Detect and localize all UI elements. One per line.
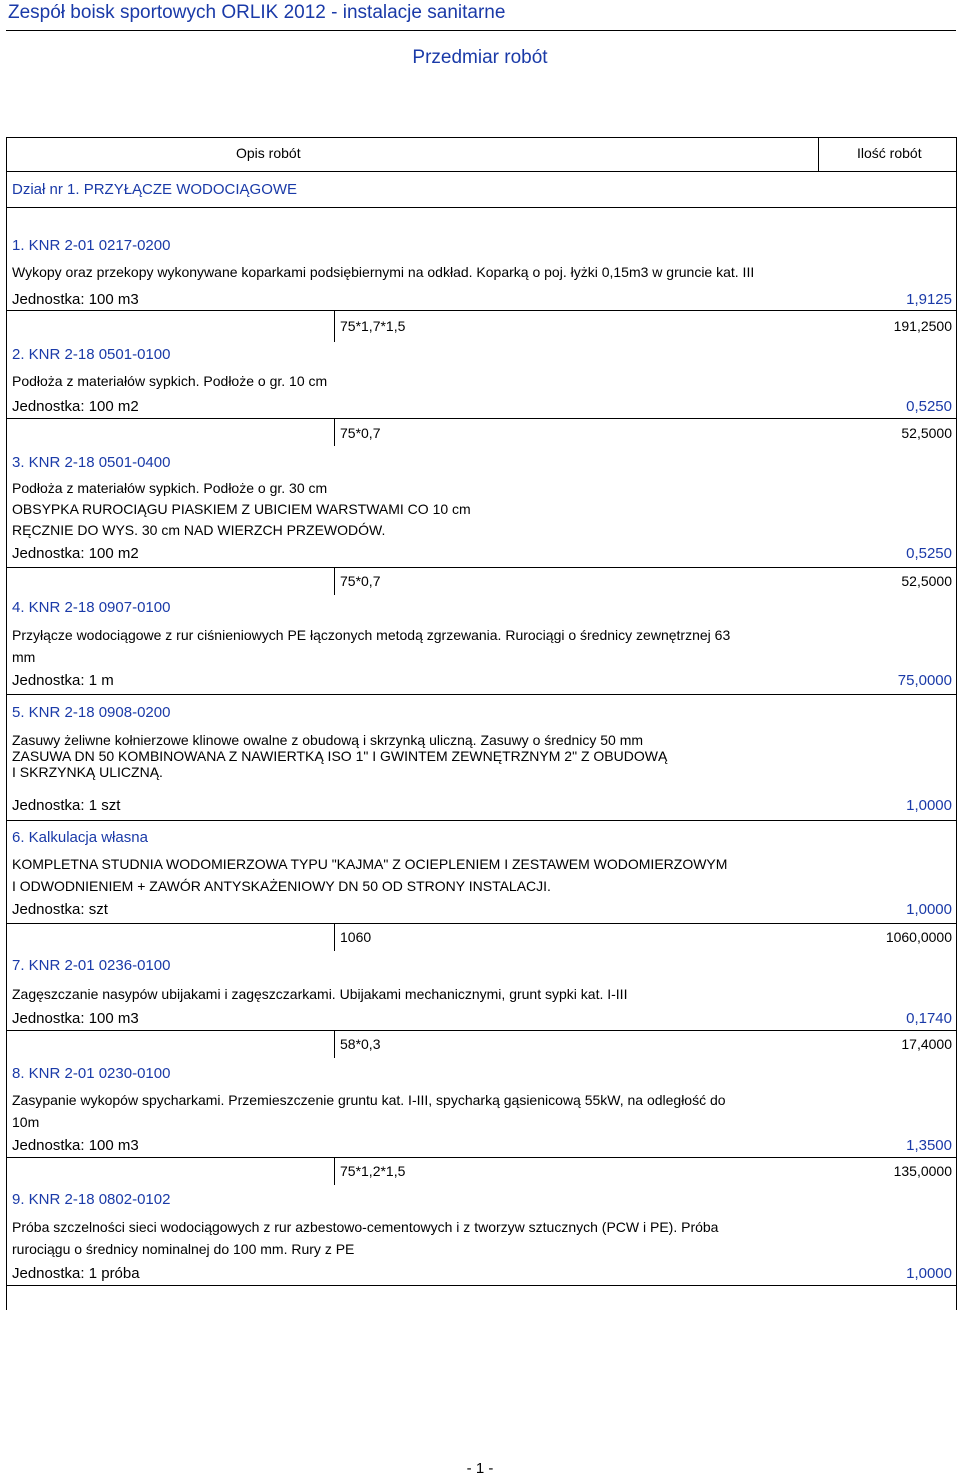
item-unit-total: 1,0000 bbox=[906, 901, 952, 918]
item-code: 8. KNR 2-01 0230-0100 bbox=[12, 1065, 171, 1082]
formula-top-rule bbox=[6, 310, 956, 311]
item-unit-total: 1,9125 bbox=[906, 291, 952, 308]
formula-expression: 75*0,7 bbox=[340, 573, 381, 589]
item-code: 1. KNR 2-01 0217-0200 bbox=[12, 237, 171, 254]
item-unit-total: 75,0000 bbox=[897, 672, 952, 689]
column-header-quantity: Ilość robót bbox=[857, 145, 922, 161]
item-unit-total: 0,1740 bbox=[906, 1010, 952, 1027]
formula-result: 52,5000 bbox=[901, 573, 952, 589]
item-unit: Jednostka: 1 m bbox=[12, 672, 114, 689]
item-description: Podłoża z materiałów sypkich. Podłoże o gr. 30 cm bbox=[12, 480, 328, 496]
item-unit-total: 1,0000 bbox=[906, 1265, 952, 1282]
item-code: 5. KNR 2-18 0908-0200 bbox=[12, 704, 171, 721]
formula-expression: 75*1,7*1,5 bbox=[340, 318, 406, 334]
formula-divider bbox=[334, 923, 335, 951]
item-code: 2. KNR 2-18 0501-0100 bbox=[12, 346, 171, 363]
formula-top-rule bbox=[6, 1030, 956, 1031]
item-unit: Jednostka: 100 m3 bbox=[12, 1137, 139, 1154]
item-description: I ODWODNIENIEM + ZAWÓR ANTYSKAŻENIOWY DN 50 OD STRONY INSTALACJI. bbox=[12, 878, 551, 894]
item-description: I SKRZYNKĄ ULICZNĄ. bbox=[12, 764, 163, 780]
formula-result: 17,4000 bbox=[901, 1036, 952, 1052]
item-unit: Jednostka: 1 próba bbox=[12, 1265, 140, 1282]
item-unit: Jednostka: 1 szt bbox=[12, 797, 121, 814]
item-description: Zasuwy żeliwne kołnierzowe klinowe owalne z obudową i skrzynką uliczną. Zasuwy o średnicy 50 mm bbox=[12, 732, 644, 748]
item-description: RĘCZNIE DO WYS. 30 cm NAD WIERZCH PRZEWODÓW. bbox=[12, 522, 386, 538]
item-description: Podłoża z materiałów sypkich. Podłoże o gr. 10 cm bbox=[12, 373, 328, 389]
item-unit: Jednostka: 100 m2 bbox=[12, 398, 139, 415]
formula-divider bbox=[334, 1030, 335, 1058]
item-unit: Jednostka: 100 m2 bbox=[12, 545, 139, 562]
formula-expression: 75*1,2*1,5 bbox=[340, 1163, 406, 1179]
item-code: 4. KNR 2-18 0907-0100 bbox=[12, 599, 171, 616]
page-title: Przedmiar robót bbox=[412, 47, 548, 68]
item-description: rurociągu o średnicy nominalnej do 100 mm. Rury z PE bbox=[12, 1241, 355, 1257]
document-header-title: Zespół boisk sportowych ORLIK 2012 - instalacje sanitarne bbox=[8, 2, 506, 23]
item-unit-total: 1,0000 bbox=[906, 797, 952, 814]
item-description: KOMPLETNA STUDNIA WODOMIERZOWA TYPU "KAJMA" Z OCIEPLENIEM I ZESTAWEM WODOMIERZOWYM bbox=[12, 856, 728, 872]
formula-expression: 58*0,3 bbox=[340, 1036, 381, 1052]
page-number: - 1 - bbox=[466, 1460, 494, 1477]
formula-top-rule bbox=[6, 567, 956, 568]
formula-top-rule bbox=[6, 1157, 956, 1158]
item-description: mm bbox=[12, 649, 36, 665]
item-description: Wykopy oraz przekopy wykonywane koparkami podsiębiernymi na odkład. Koparką o poj. łyżki 0,15m3 w gruncie kat. III bbox=[12, 264, 755, 280]
item-description: Zagęszczanie nasypów ubijakami i zagęszczarkami. Ubijakami mechanicznymi, grunt sypki kat. I-III bbox=[12, 986, 628, 1002]
formula-divider bbox=[334, 567, 335, 595]
item-unit-total: 0,5250 bbox=[906, 398, 952, 415]
item-unit-total: 0,5250 bbox=[906, 545, 952, 562]
item-code: 9. KNR 2-18 0802-0102 bbox=[12, 1191, 171, 1208]
table-top-border bbox=[6, 137, 956, 138]
item-separator bbox=[6, 694, 956, 695]
column-header-description: Opis robót bbox=[236, 145, 301, 161]
item-separator bbox=[6, 1285, 956, 1286]
formula-expression: 1060 bbox=[340, 929, 372, 945]
table-header-divider bbox=[818, 137, 819, 171]
formula-result: 191,2500 bbox=[893, 318, 952, 334]
item-unit: Jednostka: szt bbox=[12, 901, 108, 918]
item-separator bbox=[6, 820, 956, 821]
item-code: 6. Kalkulacja własna bbox=[12, 829, 148, 846]
item-unit-total: 1,3500 bbox=[906, 1137, 952, 1154]
item-unit: Jednostka: 100 m3 bbox=[12, 1010, 139, 1027]
section-title: Dział nr 1. PRZYŁĄCZE WODOCIĄGOWE bbox=[12, 181, 298, 198]
formula-result: 1060,0000 bbox=[885, 929, 952, 945]
item-description: 10m bbox=[12, 1114, 40, 1130]
formula-divider bbox=[334, 310, 335, 342]
item-code: 7. KNR 2-01 0236-0100 bbox=[12, 957, 171, 974]
header-rule bbox=[6, 30, 956, 31]
formula-divider bbox=[334, 418, 335, 446]
item-code: 3. KNR 2-18 0501-0400 bbox=[12, 454, 171, 471]
formula-result: 135,0000 bbox=[893, 1163, 952, 1179]
formula-expression: 75*0,7 bbox=[340, 425, 381, 441]
formula-divider bbox=[334, 1157, 335, 1185]
item-description: OBSYPKA RUROCIĄGU PIASKIEM Z UBICIEM WARSTWAMI CO 10 cm bbox=[12, 501, 471, 517]
item-description: ZASUWA DN 50 KOMBINOWANA Z NAWIERTKĄ ISO 1" I GWINTEM ZEWNĘTRZNYM 2" Z OBUDOWĄ bbox=[12, 748, 668, 764]
formula-result: 52,5000 bbox=[901, 425, 952, 441]
item-unit: Jednostka: 100 m3 bbox=[12, 291, 139, 308]
table-header-bottom bbox=[6, 171, 956, 172]
item-description: Przyłącze wodociągowe z rur ciśnieniowych PE łączonych metodą zgrzewania. Rurociągi o średnicy zewnętrznej 63 bbox=[12, 627, 731, 643]
formula-top-rule bbox=[6, 418, 956, 419]
item-description: Próba szczelności sieci wodociągowych z rur azbestowo-cementowych i z tworzyw sztucznych (PCW i PE). Próba bbox=[12, 1219, 719, 1235]
section-bottom-rule bbox=[6, 207, 956, 208]
item-description: Zasypanie wykopów spycharkami. Przemieszczenie gruntu kat. I-III, spycharką gąsienicową 55kW, na odległość do bbox=[12, 1092, 726, 1108]
table-right-border bbox=[956, 137, 957, 1310]
formula-top-rule bbox=[6, 923, 956, 924]
formula-box-border bbox=[6, 310, 7, 342]
